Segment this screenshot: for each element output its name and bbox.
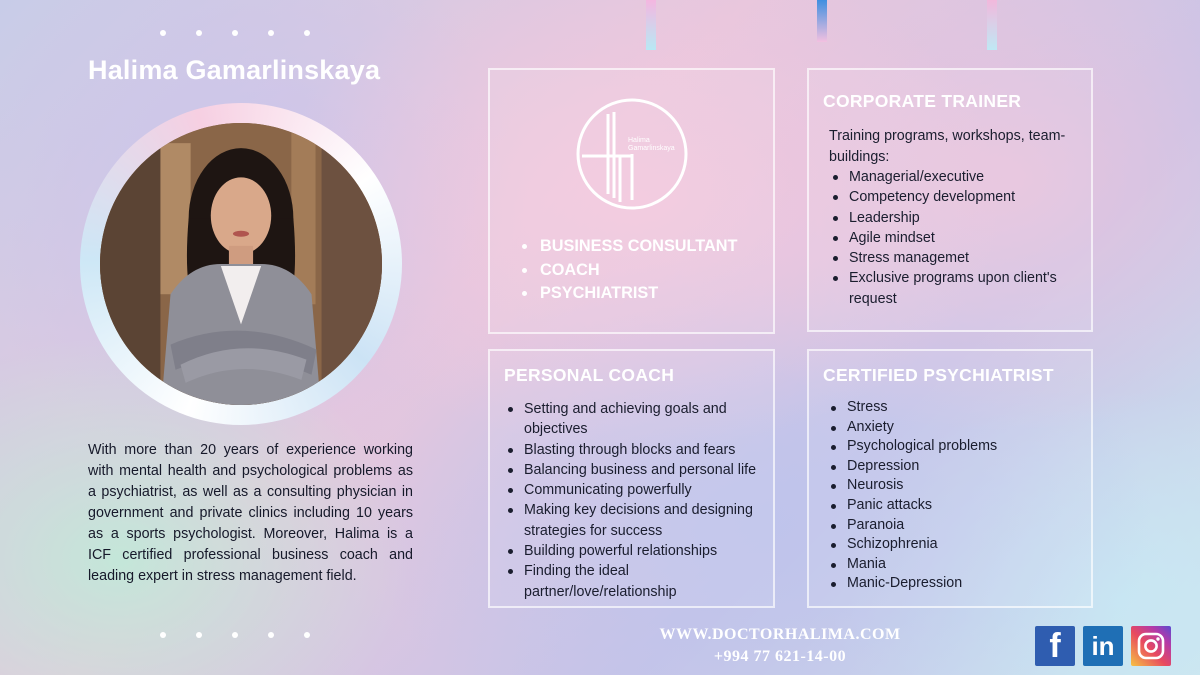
facebook-icon[interactable] — [1035, 626, 1075, 666]
accent-stripe-blue — [817, 0, 827, 42]
list-item: Mania — [828, 555, 1088, 575]
list-item: Neurosis — [828, 476, 1088, 496]
list-item: Depression — [828, 457, 1088, 477]
list-item: Managerial/executive — [830, 167, 1092, 187]
role-item: COACH — [522, 259, 738, 283]
list-item: Exclusive programs upon client's request — [830, 268, 1092, 309]
list-item: Balancing business and personal life — [505, 460, 773, 480]
roles-list — [522, 235, 738, 306]
corporate-trainer-list — [830, 167, 1092, 309]
logo-text-line1: Halima — [628, 137, 650, 144]
list-item: Anxiety — [828, 418, 1088, 438]
personal-coach-list — [505, 399, 773, 602]
accent-stripe-pink — [646, 0, 656, 50]
list-item: Competency development — [830, 187, 1092, 207]
profile-photo-frame — [80, 103, 402, 425]
list-item: Stress managemet — [830, 248, 1092, 268]
corporate-trainer-intro: Training programs, workshops, team-buildings: — [829, 128, 1066, 165]
role-item: PSYCHIATRIST — [522, 282, 738, 306]
certified-psychiatrist-card — [807, 349, 1093, 608]
list-item: Manic-Depression — [828, 574, 1088, 594]
role-item: BUSINESS CONSULTANT — [522, 235, 738, 259]
linkedin-icon[interactable] — [1083, 626, 1123, 666]
corporate-trainer-title: CORPORATE TRAINER — [823, 91, 1022, 111]
instagram-icon[interactable] — [1131, 626, 1171, 666]
linkedin-glyph: in — [1091, 630, 1115, 661]
profile-photo — [100, 123, 382, 405]
corporate-trainer-card — [807, 68, 1093, 332]
list-item: Communicating powerfully — [505, 480, 773, 500]
list-item: Schizophrenia — [828, 535, 1088, 555]
website-link[interactable]: WWW.DOCTORHALIMA.COM — [659, 626, 901, 643]
decorative-dots-top — [160, 30, 310, 36]
list-item: Stress — [828, 398, 1088, 418]
profile-name: Halima Gamarlinskaya — [88, 55, 381, 85]
list-item: Setting and achieving goals and objectives — [505, 399, 773, 440]
logo-text-line2: Gamarlinskaya — [628, 145, 675, 152]
personal-coach-title: PERSONAL COACH — [504, 365, 675, 385]
certified-psychiatrist-title: CERTIFIED PSYCHIATRIST — [823, 365, 1054, 385]
phone-number[interactable]: +994 77 621-14-00 — [713, 648, 847, 665]
list-item: Finding the ideal partner/love/relationship — [505, 561, 773, 602]
list-item: Paranoia — [828, 516, 1088, 536]
list-item: Leadership — [830, 208, 1092, 228]
brand-logo-icon — [570, 94, 690, 214]
profile-bio: With more than 20 years of experience working with mental health and psychological problems as a psychiatrist, as well as a consulting physician in government and private clinics including 10 years as a sports psychologist. Moreover, Halima is a ICF certified professional business coach and leading expert in stress management field. — [88, 442, 413, 584]
list-item: Psychological problems — [828, 437, 1088, 457]
list-item: Building powerful relationships — [505, 541, 773, 561]
list-item: Blasting through blocks and fears — [505, 440, 773, 460]
list-item: Making key decisions and designing strategies for success — [505, 500, 773, 541]
list-item: Panic attacks — [828, 496, 1088, 516]
list-item: Agile mindset — [830, 228, 1092, 248]
roles-card — [488, 68, 775, 334]
contact-block — [640, 624, 920, 668]
accent-stripe-rose — [987, 0, 997, 50]
certified-psychiatrist-list — [828, 398, 1088, 594]
decorative-dots-bottom — [160, 632, 310, 638]
facebook-glyph: f — [1049, 626, 1061, 665]
personal-coach-card — [488, 349, 775, 608]
instagram-camera-icon — [1136, 631, 1166, 661]
